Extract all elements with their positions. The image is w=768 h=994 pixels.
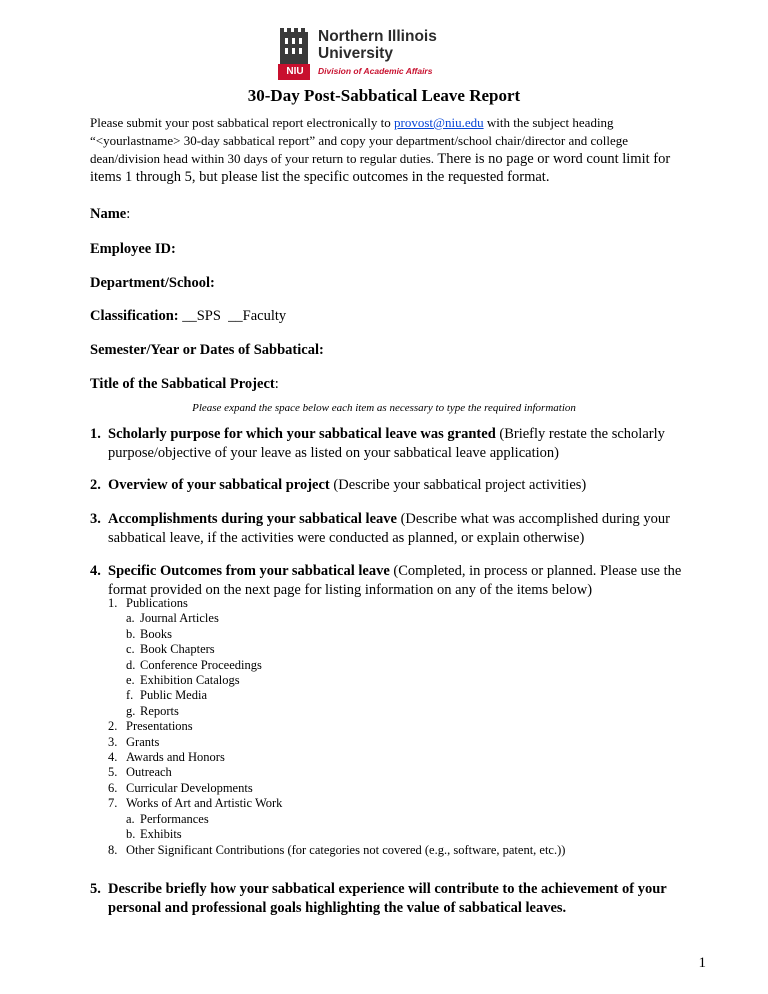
outcome-subitem-label: Book Chapters: [140, 642, 215, 657]
project-title-colon: :: [274, 376, 279, 392]
name-label: Name: [90, 206, 127, 222]
intro-paragraph: [90, 114, 700, 186]
outcome-subitem-number: b.: [126, 827, 136, 842]
outcome-subitem: [108, 642, 728, 657]
name-field: [90, 206, 130, 223]
outcome-item-label: Presentations: [126, 719, 193, 734]
item-heading: Overview of your sabbatical project: [108, 477, 330, 493]
outcome-item: [108, 719, 728, 734]
outcome-item-number: 3.: [108, 734, 118, 749]
outcome-subitem-label: Books: [140, 626, 172, 641]
outcome-subitem: [108, 611, 728, 626]
outcome-subitem-number: b.: [126, 626, 136, 641]
outcome-item-number: 2.: [108, 719, 118, 734]
outcome-subitem-number: c.: [126, 642, 135, 657]
outcome-subitem-label: Public Media: [140, 688, 208, 703]
outcome-item: [108, 765, 728, 780]
logo-division: Division of Academic Affairs: [318, 66, 433, 76]
item-5: [90, 880, 710, 918]
outcomes-list: [108, 596, 728, 858]
page-number: 1: [698, 955, 706, 971]
item-4: [90, 562, 710, 600]
item-description: (Briefly restate the scholarly purpose/objective of your leave as listed on your sabbatical leave application): [108, 426, 665, 461]
name-colon: :: [126, 206, 131, 222]
provost-email-link[interactable]: provost@niu.edu: [393, 115, 484, 130]
item-description: (Completed, in process or planned. Please use the format provided on the next page for listing information on any of the items below): [108, 563, 682, 598]
outcome-subitem-number: a.: [126, 811, 135, 826]
outcome-item: [108, 735, 728, 750]
outcome-item: [108, 843, 728, 858]
outcome-subitem-number: f.: [126, 688, 134, 703]
intro-text-1: Please submit your post sabbatical report electronically to: [90, 115, 394, 130]
employee-id-label: Employee ID:: [90, 241, 176, 257]
department-label: Department/School:: [90, 275, 215, 291]
item-heading: Accomplishments during your sabbatical leave: [108, 511, 397, 527]
item-heading: Specific Outcomes from your sabbatical leave: [108, 563, 390, 579]
project-title-label: Title of the Sabbatical Project: [90, 376, 275, 392]
item-description: (Describe your sabbatical project activities): [329, 477, 587, 493]
outcome-subitem: [108, 627, 728, 642]
outcome-item: [108, 796, 728, 811]
intro-text-2: with the subject heading “<yourlastname> 30-day sabbatical report” and copy your department/school chair/director and college dean/division head within 30 days of your return to regular duties.: [90, 115, 629, 166]
outcome-subitem: [108, 688, 728, 703]
item-number: 5.: [90, 881, 101, 897]
outcome-subitem-label: Conference Proceedings: [140, 657, 262, 672]
semester-field: [90, 342, 324, 359]
classification-field: [90, 308, 286, 325]
outcome-item-number: 6.: [108, 780, 118, 795]
outcome-subitem-label: Performances: [140, 811, 209, 826]
outcome-item-number: 1.: [108, 596, 118, 610]
outcome-item: [108, 596, 728, 611]
outcome-item-number: 5.: [108, 765, 118, 780]
item-number: 1.: [90, 426, 101, 442]
item-2: [90, 476, 710, 495]
outcome-subitem-label: Exhibition Catalogs: [140, 673, 240, 688]
outcome-item-number: 4.: [108, 750, 118, 765]
item-heading: Describe briefly how your sabbatical experience will contribute to the achievement of your personal and professional goals highlighting the value of sabbatical leaves.: [108, 881, 667, 916]
intro-text-3: There is no page or word count limit for items 1 through 5, but please list the specific outcomes in the requested format.: [90, 151, 671, 185]
classification-options: __SPS __Faculty: [178, 308, 287, 324]
outcome-subitem: [108, 704, 728, 719]
item-number: 2.: [90, 477, 101, 493]
semester-label: Semester/Year or Dates of Sabbatical:: [90, 342, 324, 358]
outcome-item-label: Curricular Developments: [126, 780, 253, 795]
outcome-subitem: [108, 658, 728, 673]
instruction-note: Please expand the space below each item as necessary to type the required information: [192, 402, 576, 414]
outcome-subitem-label: Reports: [140, 703, 179, 718]
outcome-item: [108, 781, 728, 796]
outcome-item-number: 7.: [108, 796, 118, 811]
item-3: [90, 510, 710, 548]
outcome-item-label: Awards and Honors: [126, 750, 225, 765]
outcome-item-label: Outreach: [126, 765, 172, 780]
outcome-subitem-number: d.: [126, 657, 136, 672]
logo-line2: University: [318, 45, 393, 62]
item-number: 3.: [90, 511, 101, 527]
outcome-item-number: 8.: [108, 842, 118, 857]
item-heading: Scholarly purpose for which your sabbatical leave was granted: [108, 426, 496, 442]
page-title: 30-Day Post-Sabbatical Leave Report: [247, 86, 521, 105]
department-field: [90, 275, 215, 292]
outcome-subitem-number: a.: [126, 611, 135, 626]
outcome-subitem: [108, 673, 728, 688]
item-description: (Describe what was accomplished during your sabbatical leave, if the activities were conducted as planned, or explain otherwise): [108, 511, 670, 546]
outcome-item-label: Publications: [126, 596, 188, 610]
outcome-item-label: Other Significant Contributions (for categories not covered (e.g., software, patent, etc.)): [126, 842, 566, 857]
outcome-subitem: [108, 827, 728, 842]
outcome-item-label: Works of Art and Artistic Work: [126, 796, 283, 811]
outcome-subitem-number: g.: [126, 703, 136, 718]
item-1: [90, 425, 710, 463]
employee-id-field: [90, 241, 176, 258]
project-title-field: [90, 376, 279, 393]
item-number: 4.: [90, 563, 101, 579]
outcome-subitem-label: Journal Articles: [140, 611, 219, 626]
outcome-subitem-number: e.: [126, 673, 135, 688]
outcome-subitem-label: Exhibits: [140, 827, 182, 842]
logo-line1: Northern Illinois: [318, 28, 437, 45]
outcome-item-label: Grants: [126, 734, 160, 749]
niu-badge-text: NIU: [286, 66, 304, 77]
outcome-item: [108, 750, 728, 765]
outcome-subitem: [108, 812, 728, 827]
classification-label: Classification:: [90, 308, 179, 324]
